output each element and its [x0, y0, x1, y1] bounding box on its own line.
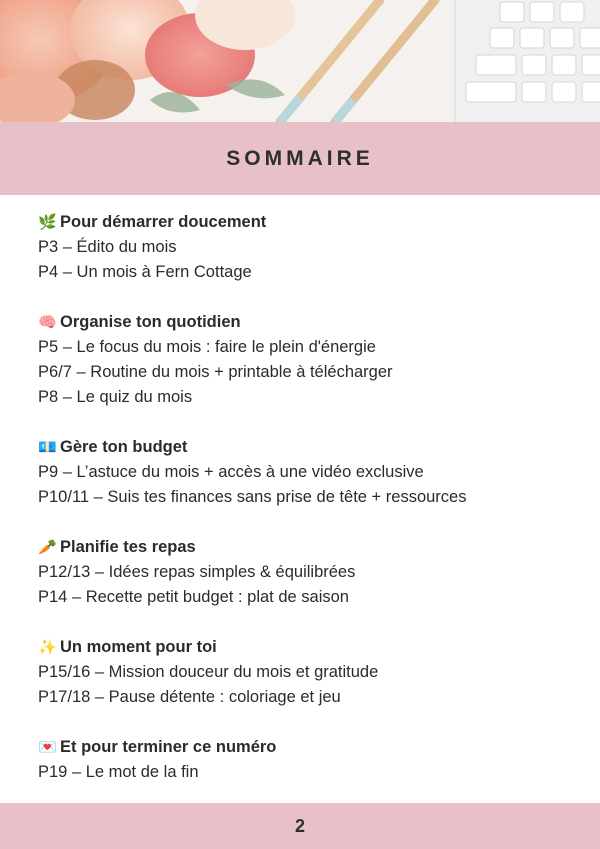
toc-section-meals	[38, 535, 578, 610]
toc-entry: P6/7 – Routine du mois + printable à télécharger	[38, 363, 393, 381]
page-number: 2	[294, 815, 305, 836]
section-title: Pour démarrer doucement	[60, 213, 267, 231]
section-heading	[38, 635, 578, 660]
toc-section-me-time	[38, 635, 578, 710]
section-heading	[38, 735, 578, 760]
toc-entry: P9 – L’astuce du mois + accès à une vidéo exclusive	[38, 463, 424, 481]
toc-entry: P17/18 – Pause détente : coloriage et jeu	[38, 688, 341, 706]
footer-band	[0, 803, 600, 849]
section-heading	[38, 435, 578, 460]
toc-entry: P19 – Le mot de la fin	[38, 763, 199, 781]
toc-section-end	[38, 735, 578, 785]
section-title: Et pour terminer ce numéro	[60, 738, 277, 756]
toc-entry: P5 – Le focus du mois : faire le plein d'énergie	[38, 338, 376, 356]
toc-entry: P4 – Un mois à Fern Cottage	[38, 263, 252, 281]
section-heading	[38, 210, 578, 235]
page-title: SOMMAIRE	[226, 146, 374, 170]
section-title: Organise ton quotidien	[60, 313, 241, 331]
section-heading	[38, 535, 578, 560]
carrot-icon: 🥕	[38, 538, 57, 556]
toc-section-start	[38, 210, 578, 285]
toc-entry: P15/16 – Mission douceur du mois et gratitude	[38, 663, 379, 681]
section-title: Gère ton budget	[60, 438, 188, 456]
sparkles-icon: ✨	[38, 638, 57, 656]
section-heading	[38, 310, 578, 335]
banknote-icon: 💶	[38, 438, 57, 456]
flowers-desk-illustration	[0, 0, 600, 122]
title-band	[0, 122, 600, 195]
toc-entry: P8 – Le quiz du mois	[38, 388, 193, 406]
sprout-icon: 🌿	[38, 213, 57, 231]
love-letter-icon: 💌	[38, 738, 57, 756]
toc-entry: P12/13 – Idées repas simples & équilibrées	[38, 563, 356, 581]
toc-section-budget	[38, 435, 578, 510]
header-photo	[0, 0, 600, 122]
section-title: Un moment pour toi	[60, 638, 217, 656]
toc-entry: P14 – Recette petit budget : plat de saison	[38, 588, 349, 606]
section-title: Planifie tes repas	[60, 538, 196, 556]
toc-section-organise	[38, 310, 578, 410]
brain-icon: 🧠	[38, 313, 57, 331]
toc-entry: P3 – Édito du mois	[38, 238, 177, 256]
table-of-contents	[38, 210, 578, 810]
toc-entry: P10/11 – Suis tes finances sans prise de tête + ressources	[38, 488, 467, 506]
